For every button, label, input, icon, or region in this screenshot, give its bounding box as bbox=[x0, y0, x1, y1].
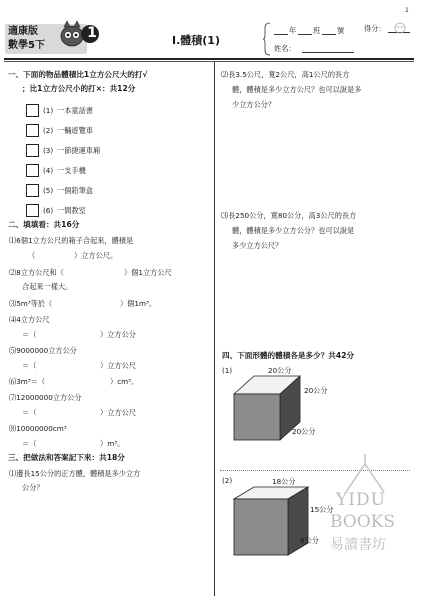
q3-2-line3: 少立方公分？ bbox=[232, 100, 276, 109]
fig2-width-label: 18公分 bbox=[272, 477, 296, 486]
q3-3-line1: ⑶長250公分，寬80公分，高3公尺的長方 bbox=[221, 211, 357, 220]
item-4-num: (4) bbox=[43, 166, 54, 175]
watermark-line3: 易讀書坊 bbox=[330, 537, 386, 553]
q2-3-pre: ⑶5m³等於（ bbox=[9, 299, 53, 308]
q2-7-line2-pre: ＝（ bbox=[22, 408, 37, 417]
fig2-depth-label: 8公分 bbox=[300, 536, 319, 545]
section4-title: 四、下面形體的體積各是多少？共42分 bbox=[222, 351, 355, 360]
box2-front-face bbox=[234, 499, 288, 555]
q2-5-line2-post: ）立方公尺 bbox=[100, 361, 136, 370]
q2-5-line2-pre: ＝（ bbox=[22, 361, 37, 370]
page-number: 1 bbox=[405, 7, 409, 14]
item-1-text: 一本童話書 bbox=[57, 106, 93, 115]
q2-4-line2-post: ）立方公分 bbox=[100, 330, 136, 339]
cube1-front-face bbox=[234, 394, 280, 440]
fig1-num: (1) bbox=[222, 366, 233, 375]
q3-2-line1: ⑵長3.5公尺，寬2公尺，高1公尺的長方 bbox=[221, 70, 350, 79]
watermark-logo-icon bbox=[340, 452, 390, 494]
q2-8-line2-pre: ＝（ bbox=[22, 439, 37, 448]
name-label: 姓名： bbox=[274, 44, 296, 53]
checkbox-item-1[interactable] bbox=[26, 104, 39, 117]
seat-label: 號 bbox=[337, 26, 345, 35]
score-mascot-icon bbox=[393, 20, 407, 36]
item-3-text: 一節捷運車廂 bbox=[57, 146, 101, 155]
q2-7-line1: ⑺12000000立方公分 bbox=[9, 393, 82, 402]
q2-2-line1-post: ）個1立方公尺 bbox=[124, 268, 172, 277]
fig1-depth-label: 20公分 bbox=[304, 386, 328, 395]
q2-5-line1: ⑸9000000立方公分 bbox=[9, 346, 77, 355]
class-label: 班 bbox=[313, 26, 321, 35]
q2-8-line1: ⑻10000000cm³ bbox=[9, 424, 67, 433]
q2-1-close: ）立方公尺。 bbox=[74, 251, 118, 260]
q2-2-line1-pre: ⑵8立方公尺和（ bbox=[9, 268, 64, 277]
q3-2-line2: 體，體積是多少立方公尺？也可以說是多 bbox=[232, 85, 362, 94]
item-5-num: (5) bbox=[43, 186, 54, 195]
grade-label: 數學5下 bbox=[8, 40, 45, 51]
unit-number: 1 bbox=[87, 25, 97, 41]
item-2-num: (2) bbox=[43, 126, 54, 135]
item-4-text: 一支手機 bbox=[57, 166, 86, 175]
q2-4-line1: ⑷4立方公尺 bbox=[9, 315, 50, 324]
section2-title: 二、填填看：共16分 bbox=[8, 220, 80, 229]
score-label: 得分： bbox=[364, 24, 386, 33]
page-title: I.體積(1) bbox=[172, 34, 220, 47]
q2-1-line1: ⑴6個1立方公尺的箱子合起來，體積是 bbox=[9, 236, 134, 245]
section3-title: 三、把做法和答案記下來：共18分 bbox=[8, 453, 125, 462]
year-label: 年 bbox=[289, 26, 297, 35]
q2-1-open: （ bbox=[28, 251, 36, 260]
q3-1-line2: 公分？ bbox=[22, 483, 44, 492]
watermark-line2: BOOKS bbox=[330, 512, 396, 532]
section1-title-line1: 一、下面的物品體積比1立方公尺大的打√ bbox=[8, 70, 148, 79]
q2-6-pre: ⑹3m³＝（ bbox=[9, 377, 46, 386]
watermark-line1: YIDU bbox=[336, 490, 386, 510]
left-brace-icon bbox=[263, 22, 271, 56]
edition-label: 適康版 bbox=[8, 26, 38, 37]
q3-3-line2: 體，體積是多少立方公分？也可以說是 bbox=[232, 226, 355, 235]
item-6-text: 一間教室 bbox=[57, 206, 86, 215]
item-3-num: (3) bbox=[43, 146, 54, 155]
item-2-text: 一輛遊覽車 bbox=[57, 126, 93, 135]
q2-6-post: ）cm³。 bbox=[110, 377, 139, 386]
column-divider bbox=[214, 62, 215, 596]
fig1-height-label: 20公分 bbox=[292, 427, 316, 436]
q2-8-line2-post: ）m³。 bbox=[100, 439, 125, 448]
item-1-num: (1) bbox=[43, 106, 54, 115]
q2-2-line2: 合起來一樣大。 bbox=[22, 282, 73, 291]
fig1-width-label: 20公分 bbox=[268, 366, 292, 375]
q2-4-line2-pre: ＝（ bbox=[22, 330, 37, 339]
checkbox-item-6[interactable] bbox=[26, 204, 39, 217]
checkbox-item-2[interactable] bbox=[26, 124, 39, 137]
q3-1-line1: ⑴邊長15公分的正方體，體積是多少立方 bbox=[9, 469, 141, 478]
item-5-text: 一個鉛筆盒 bbox=[57, 186, 93, 195]
checkbox-item-5[interactable] bbox=[26, 184, 39, 197]
q3-3-line3: 多少立方公尺？ bbox=[232, 241, 283, 250]
checkbox-item-4[interactable] bbox=[26, 164, 39, 177]
section1-title-line2: ；比1立方公尺小的打×：共12分 bbox=[22, 84, 136, 93]
figure2-box bbox=[232, 485, 322, 565]
checkbox-item-3[interactable] bbox=[26, 144, 39, 157]
fig2-num: (2) bbox=[222, 476, 233, 485]
q2-7-line2-post: ）立方公尺 bbox=[100, 408, 136, 417]
item-6-num: (6) bbox=[43, 206, 54, 215]
fig2-height-label: 15公分 bbox=[310, 505, 334, 514]
q2-3-post: ）個1m³。 bbox=[120, 299, 157, 308]
